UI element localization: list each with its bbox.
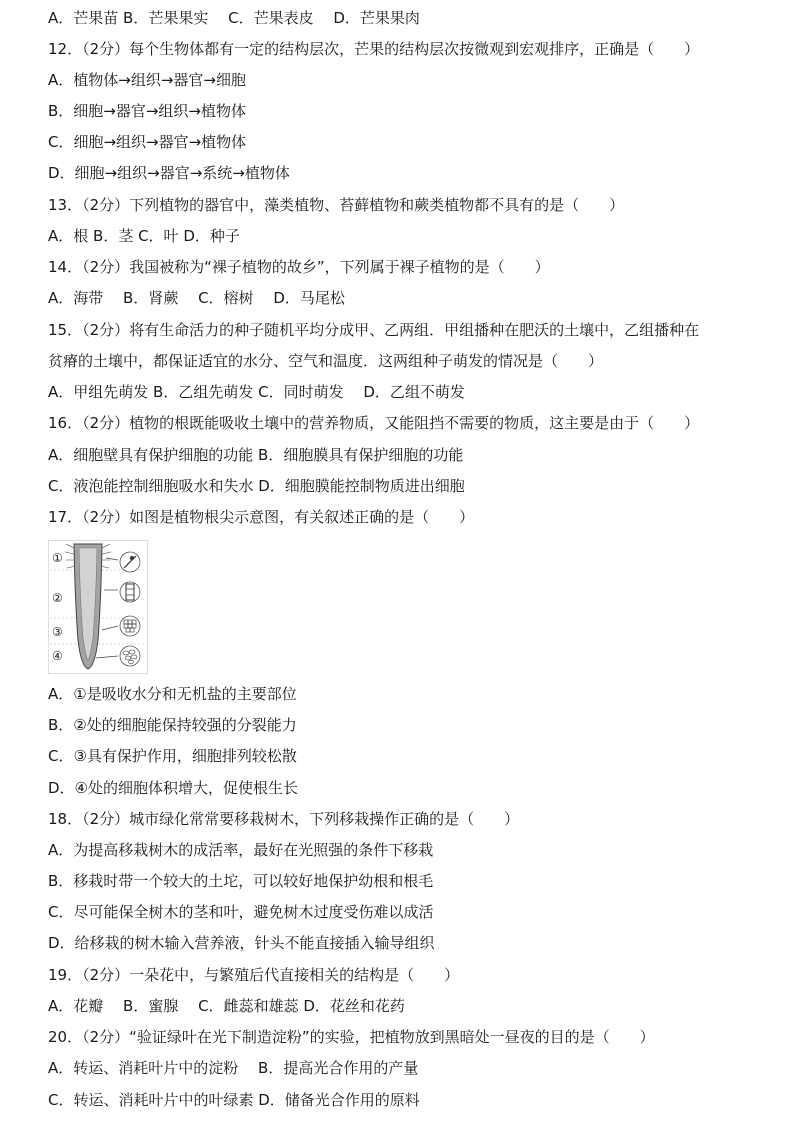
q12-option-d: D．细胞→组织→器官→系统→植物体 [48, 164, 290, 182]
label-4: ④ [52, 649, 63, 663]
q14-stem: 14．（2分）我国被称为“裸子植物的故乡”，下列属于裸子植物的是（ ） [48, 258, 550, 276]
inset-elongation-cell [120, 582, 140, 602]
q12-option-b: B．细胞→器官→组织→植物体 [48, 102, 246, 120]
q17-option-a: A．①是吸收水分和无机盐的主要部位 [48, 685, 297, 703]
q19-options: A．花瓣 B．蜜腺 C．雌蕊和雄蕊 D．花丝和花药 [48, 997, 405, 1015]
label-1: ① [52, 551, 63, 565]
q17-option-c: C．③具有保护作用，细胞排列较松散 [48, 747, 297, 765]
q13-stem: 13．（2分）下列植物的器官中，藻类植物、苔藓植物和蕨类植物都不具有的是（ ） [48, 196, 625, 214]
q11-options: A．芒果苗 B．芒果果实 C．芒果表皮 D．芒果果肉 [48, 9, 420, 27]
q17-option-b: B．②处的细胞能保持较强的分裂能力 [48, 716, 297, 734]
q15-options: A．甲组先萌发 B．乙组先萌发 C．同时萌发 D．乙组不萌发 [48, 383, 465, 401]
q16-options-cd: C．液泡能控制细胞吸水和失水 D．细胞膜能控制物质进出细胞 [48, 477, 465, 495]
q20-options-cd: C．转运、消耗叶片中的叶绿素 D．储备光合作用的原料 [48, 1091, 420, 1109]
q16-stem: 16．（2分）植物的根既能吸收土壤中的营养物质，又能阻挡不需要的物质，这主要是由于（ ） [48, 414, 700, 432]
q20-stem: 20．（2分）“验证绿叶在光下制造淀粉”的实验，把植物放到黑暗处一昼夜的目的是（ ） [48, 1028, 655, 1046]
q18-option-a: A．为提高移栽树木的成活率，最好在光照强的条件下移栽 [48, 841, 434, 859]
q18-stem: 18．（2分）城市绿化常常要移栽树木，下列移栽操作正确的是（ ） [48, 810, 520, 828]
q18-option-b: B．移栽时带一个较大的土坨，可以较好地保护幼根和根毛 [48, 872, 434, 890]
label-3: ③ [52, 625, 63, 639]
q17-stem: 17．（2分）如图是植物根尖示意图，有关叙述正确的是（ ） [48, 508, 475, 526]
q12-option-a: A．植物体→组织→器官→细胞 [48, 71, 246, 89]
q20-options-ab: A．转运、消耗叶片中的淀粉 B．提高光合作用的产量 [48, 1059, 419, 1077]
q16-options-ab: A．细胞壁具有保护细胞的功能 B．细胞膜具有保护细胞的功能 [48, 446, 464, 464]
q12-stem: 12．（2分）每个生物体都有一定的结构层次，芒果的结构层次按微观到宏观排序，正确是（ ） [48, 40, 700, 58]
q19-stem: 19．（2分）一朵花中，与繁殖后代直接相关的结构是（ ） [48, 966, 460, 984]
q18-option-d: D．给移栽的树木输入营养液，针头不能直接插入输导组织 [48, 934, 435, 952]
q13-options: A．根 B．茎 C．叶 D．种子 [48, 227, 240, 245]
label-2: ② [52, 591, 63, 605]
q17-option-d: D．④处的细胞体积增大，促使根生长 [48, 779, 298, 797]
q18-option-c: C．尽可能保全树木的茎和叶，避免树木过度受伤难以成活 [48, 903, 434, 921]
q15-stem-line2: 贫瘠的土壤中，都保证适宜的水分、空气和温度．这两组种子萌发的情况是（ ） [48, 352, 604, 370]
q12-option-c: C．细胞→组织→器官→植物体 [48, 133, 247, 151]
root-tip-figure [48, 540, 148, 674]
inset-meristem-cells [120, 616, 140, 636]
q14-options: A．海带 B．肾蕨 C．榕树 D．马尾松 [48, 289, 345, 307]
q15-stem-line1: 15．（2分）将有生命活力的种子随机平均分成甲、乙两组．甲组播种在肥沃的土壤中，乙组播种在 [48, 321, 700, 339]
